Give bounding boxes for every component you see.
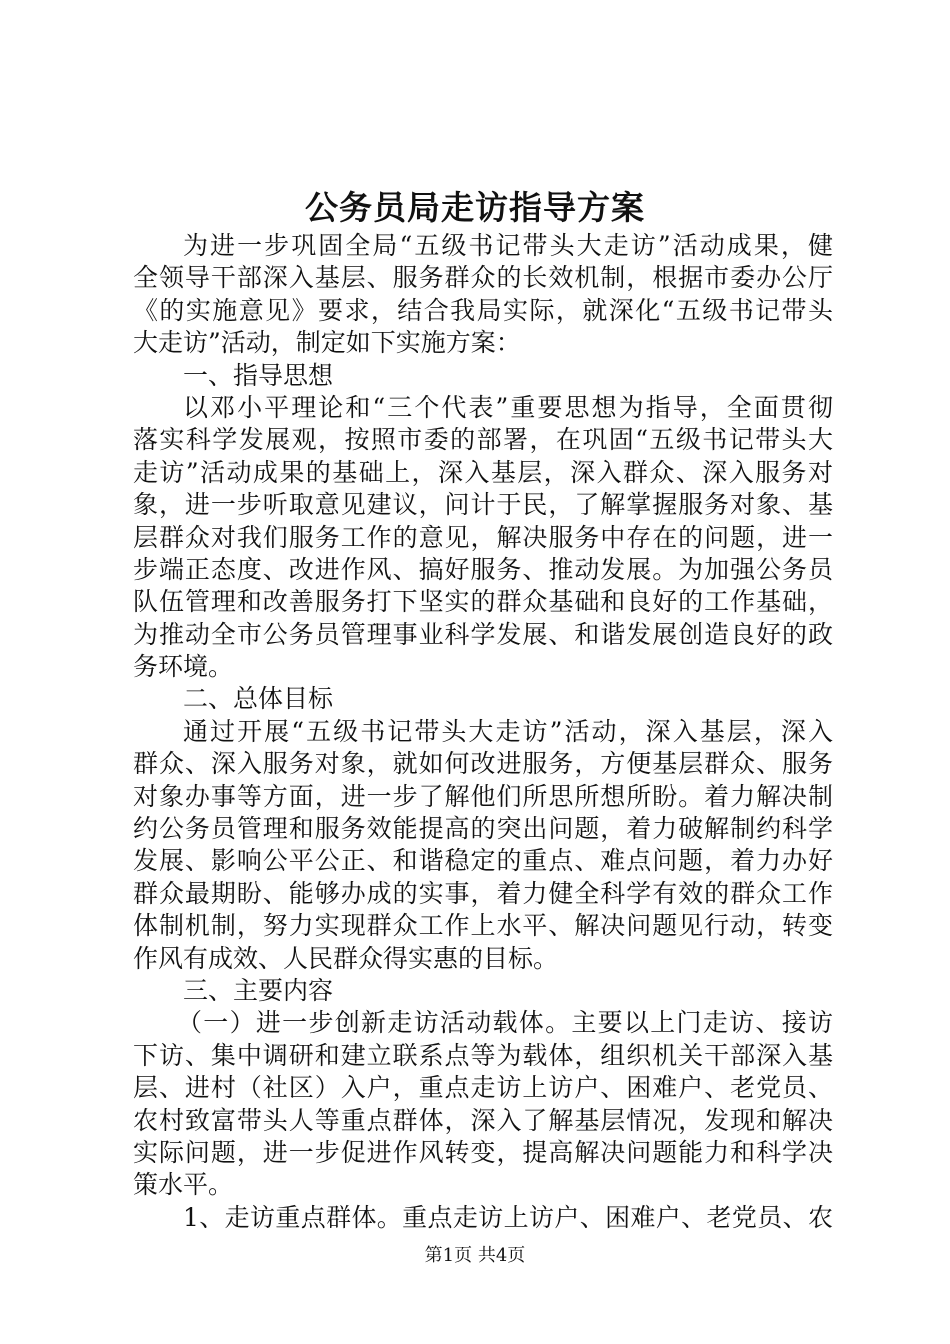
- text-line: 务环境。: [133, 652, 234, 682]
- text-line: 大走访”活动，制定如下实施方案：: [133, 328, 521, 358]
- text-line: 为推动全市公务员管理事业科学发展、和谐发展创造良好的政: [133, 619, 833, 649]
- text-line: 以邓小平理论和“三个代表”重要思想为指导，全面贯彻: [183, 392, 833, 422]
- text-line: 农村致富带头人等重点群体，深入了解基层情况，发现和解决: [133, 1105, 833, 1135]
- text-line: 三、主要内容: [183, 975, 334, 1005]
- text-line: 体制机制，努力实现群众工作上水平、解决问题见行动，转变: [133, 911, 833, 941]
- text-line: 层群众对我们服务工作的意见，解决服务中存在的问题，进一: [133, 522, 833, 552]
- text-line: 下访、集中调研和建立联系点等为载体，组织机关干部深入基: [133, 1040, 833, 1070]
- text-line: 一、指导思想: [183, 360, 334, 390]
- text-line: 群众最期盼、能够办成的实事，着力健全科学有效的群众工作: [133, 878, 833, 908]
- text-line: 实际问题，进一步促进作风转变，提高解决问题能力和科学决: [133, 1137, 833, 1167]
- text-line: 1、走访重点群体。重点走访上访户、困难户、老党员、农: [183, 1202, 833, 1232]
- text-line: 二、总体目标: [183, 684, 334, 714]
- text-line: 层、进村（社区）入户，重点走访上访户、困难户、老党员、: [133, 1073, 833, 1103]
- text-line: 落实科学发展观，按照市委的部署，在巩固“五级书记带头大: [133, 425, 833, 455]
- document-body: [133, 230, 833, 1234]
- text-line: 为进一步巩固全局“五级书记带头大走访”活动成果，健: [183, 231, 833, 260]
- text-line: （一）进一步创新走访活动载体。主要以上门走访、接访: [177, 1008, 833, 1038]
- text-line: 发展、影响公平公正、和谐稳定的重点、难点问题，着力办好: [133, 846, 833, 876]
- text-line: 步端正态度、改进作风、搞好服务、推动发展。为加强公务员: [133, 554, 833, 584]
- text-line: 对象办事等方面，进一步了解他们所思所想所盼。着力解决制: [133, 781, 833, 811]
- text-line: 群众、深入服务对象，就如何改进服务，方便基层群众、服务: [133, 749, 833, 779]
- text-line: 《的实施意见》要求，结合我局实际，就深化“五级书记带头: [133, 295, 833, 325]
- text-line: 象，进一步听取意见建议，问计于民，了解掌握服务对象、基: [133, 490, 833, 520]
- text-line: 约公务员管理和服务效能提高的突出问题，着力破解制约科学: [133, 814, 833, 844]
- text-line: 作风有成效、人民群众得实惠的目标。: [133, 943, 559, 973]
- page-footer: 第1页 共4页: [424, 1245, 526, 1266]
- text-line: 策水平。: [133, 1170, 234, 1200]
- document-title: 公务员局走访指导方案: [305, 188, 645, 227]
- text-line: 队伍管理和改善服务打下坚实的群众基础和良好的工作基础，: [133, 587, 833, 617]
- text-line: 通过开展“五级书记带头大走访”活动，深入基层，深入: [183, 716, 833, 746]
- text-line: 走访”活动成果的基础上，深入基层，深入群众、深入服务对: [133, 457, 833, 487]
- text-line: 全领导干部深入基层、服务群众的长效机制，根据市委办公厅: [133, 263, 833, 293]
